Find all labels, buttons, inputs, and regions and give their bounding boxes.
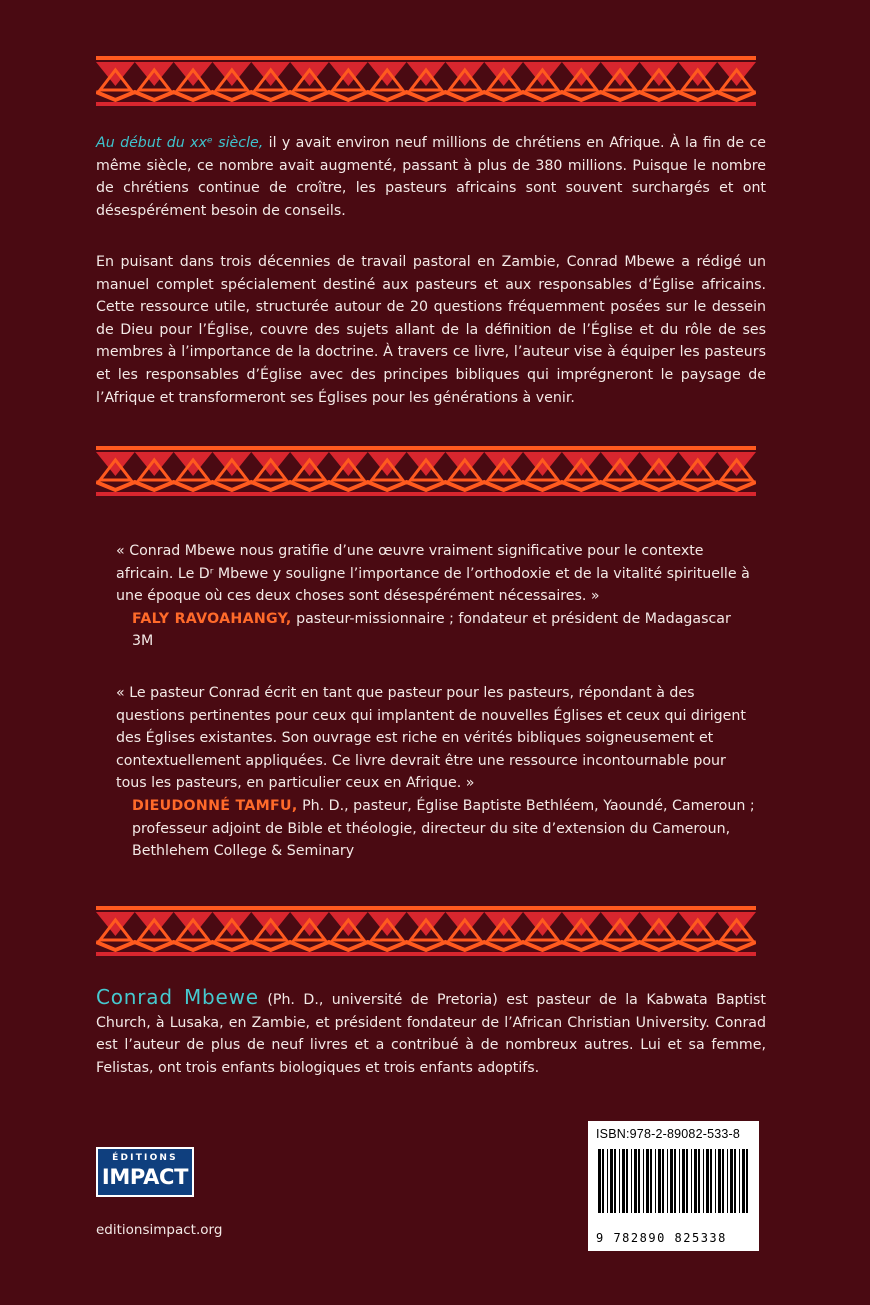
pattern-triangle (290, 452, 329, 476)
middle-pattern-band (96, 446, 756, 496)
pattern-triangle (445, 452, 484, 476)
endorsement-1-attribution (116, 608, 756, 653)
pattern-triangle (484, 62, 523, 86)
pattern-triangle (96, 62, 135, 86)
pattern-triangle (329, 452, 368, 476)
pattern-triangle (484, 912, 523, 936)
publisher-logo (96, 1147, 194, 1197)
author-bio-text: (Ph. D., université de Pretoria) est pasteur de la Kabwata Baptist Church, à Lusaka, en Zambie, et président fondateur de l’African Christian University. Conrad est l’auteur de plus de neuf livres et a contribué à de nombreux autres. Lui et sa femme, Felistas, ont trois enfants biologiques et trois enfants adoptifs. (96, 992, 766, 1076)
pattern-triangle (174, 452, 213, 476)
pattern-triangle (135, 912, 174, 936)
publisher-website: editionsimpact.org (96, 1222, 223, 1238)
pattern-triangle (678, 912, 717, 936)
pattern-triangle (329, 912, 368, 936)
pattern-triangle (212, 452, 251, 476)
isbn-digits: 9 782890 825338 (596, 1231, 727, 1245)
endorsement-2-title: Ph. D., pasteur, Église Baptiste Bethléem, Yaoundé, Cameroun ; professeur adjoint de Bible et théologie, directeur du site d’extension du Cameroun, Bethlehem College & Seminary (132, 797, 755, 860)
pattern-zigzag (96, 482, 756, 490)
pattern-triangle (523, 912, 562, 936)
pattern-triangle (601, 452, 640, 476)
pattern-triangle (717, 62, 756, 86)
pattern-triangle (523, 62, 562, 86)
pattern-triangle (368, 912, 407, 936)
pattern-triangle (678, 452, 717, 476)
isbn-label: ISBN:978-2-89082-533-8 (596, 1127, 741, 1141)
description-paragraph: En puisant dans trois décennies de travail pastoral en Zambie, Conrad Mbewe a rédigé un manuel complet spécialement destiné aux pasteurs et aux responsables d’Église africains. Cette ressource utile, structurée autour de 20 questions fréquemment posées sur le dessein de Dieu pour l’Église, couvre des sujets allant de la définition de l’Église et du rôle de ses membres à l’importance de la doctrine. À travers ce livre, l’auteur vise à équiper les pasteurs et les responsables d’Église avec des principes bibliques qui imprégneront le paysage de l’Afrique et transformeront ses Églises pour les générations à venir. (96, 254, 766, 406)
pattern-triangle (212, 912, 251, 936)
pattern-zigzag (96, 942, 756, 950)
pattern-triangle (212, 62, 251, 86)
barcode (588, 1145, 759, 1231)
endorsement-2-name: DIEUDONNÉ TAMFU, (132, 797, 298, 814)
pattern-triangle (368, 62, 407, 86)
author-bio (96, 986, 766, 1079)
pattern-triangle (640, 912, 679, 936)
isbn-barcode-box (588, 1121, 759, 1251)
endorsement-2 (116, 682, 756, 863)
pattern-triangle (678, 62, 717, 86)
endorsement-2-text: « Le pasteur Conrad écrit en tant que pasteur pour les pasteurs, répondant à des questions pertinentes pour ceux qui implantent de nouvelles Églises et ceux qui dirigent des Églises existantes. Son ouvrage est riche en vérités bibliques soigneusement et contextuellement appliquées. Ce livre devrait être une ressource incontournable pour tous les pasteurs, en particulier ceux en Afrique. » (116, 685, 746, 792)
pattern-triangle (562, 452, 601, 476)
author-name: Conrad Mbewe (96, 985, 259, 1009)
publisher-logo-top: ÉDITIONS (112, 1153, 178, 1163)
publisher-logo-main: IMPACT (101, 1165, 189, 1189)
pattern-triangle (445, 62, 484, 86)
intro-accent: Au début du xxᵉ siècle, (96, 135, 264, 151)
pattern-triangle (135, 452, 174, 476)
endorsement-1-name: FALY RAVOAHANGY, (132, 610, 292, 627)
pattern-triangle (601, 912, 640, 936)
top-pattern-band (96, 56, 756, 106)
endorsement-1 (116, 540, 756, 653)
pattern-triangle (407, 912, 446, 936)
pattern-triangle (601, 62, 640, 86)
pattern-triangle (251, 62, 290, 86)
pattern-triangle (562, 912, 601, 936)
pattern-triangle (717, 452, 756, 476)
pattern-triangle (290, 912, 329, 936)
pattern-triangle (407, 62, 446, 86)
endorsement-2-attribution (116, 795, 756, 863)
pattern-triangle (251, 452, 290, 476)
pattern-triangle (445, 912, 484, 936)
pattern-triangle (368, 452, 407, 476)
pattern-triangle (174, 62, 213, 86)
pattern-triangle (96, 912, 135, 936)
endorsement-1-text: « Conrad Mbewe nous gratifie d’une œuvre vraiment significative pour le contexte africain. Le Dʳ Mbewe y souligne l’importance de l’orthodoxie et de la vitalité spirituelle à une époque où ces deux choses sont désespérément nécessaires. » (116, 543, 750, 605)
pattern-triangle (640, 452, 679, 476)
pattern-triangle (174, 912, 213, 936)
pattern-triangle (640, 62, 679, 86)
pattern-triangle (523, 452, 562, 476)
pattern-triangle (135, 62, 174, 86)
pattern-triangle (407, 452, 446, 476)
pattern-zigzag (96, 92, 756, 100)
pattern-triangle (484, 452, 523, 476)
pattern-triangle (562, 62, 601, 86)
intro-paragraph (96, 132, 766, 222)
pattern-triangle (290, 62, 329, 86)
endorsement-1-title: pasteur-missionnaire ; fondateur et président de Madagascar 3M (132, 610, 731, 650)
bottom-pattern-band (96, 906, 756, 956)
pattern-triangle (717, 912, 756, 936)
pattern-triangle (251, 912, 290, 936)
pattern-triangle (96, 452, 135, 476)
intro-text: il y avait environ neuf millions de chrétiens en Afrique. À la fin de ce même siècle, ce nombre avait augmenté, passant à plus de 380 millions. Puisque le nombre de chrétiens continue de croître, les pasteurs africains sont souvent surchargés et ont désespérément besoin de conseils. (96, 135, 766, 219)
pattern-triangle (329, 62, 368, 86)
